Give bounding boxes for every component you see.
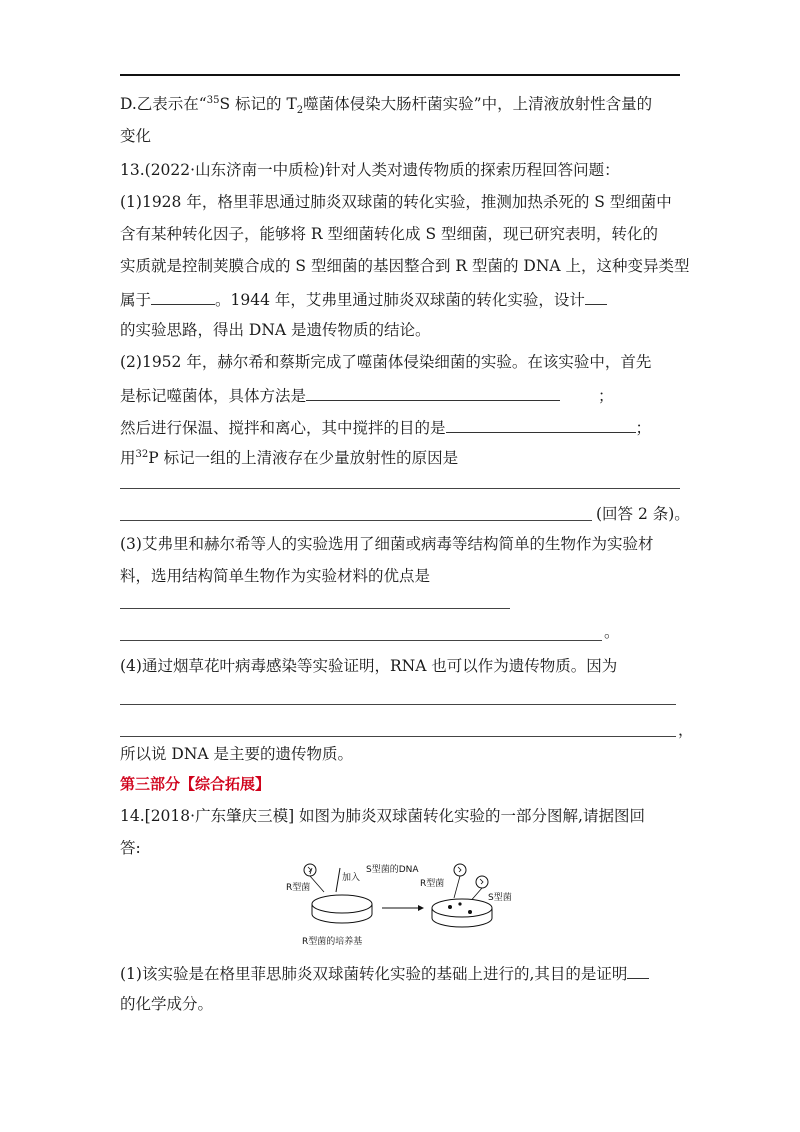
q14-sub1-line1: (1)该实验是在格里菲思肺炎双球菌转化实验的基础上进行的,其目的是证明 <box>120 962 649 984</box>
question-13-title: 13.(2022·山东济南一中质检)针对人类对遗传物质的探索历程回答问题： <box>120 161 620 179</box>
option-d-line-2: 变化 <box>120 127 152 145</box>
q13-part1-line2: 含有某种转化因子，能够将 R 型细菌转化成 S 型细菌，现已研究表明，转化的 <box>120 225 658 243</box>
header-rule <box>120 74 680 76</box>
figure-label: 加入 <box>342 873 361 883</box>
pointer-line <box>310 876 324 892</box>
answer-blank[interactable] <box>446 416 636 433</box>
answer-blank[interactable] <box>627 962 649 979</box>
comma: ， <box>678 721 694 739</box>
s-bacteria-icon <box>480 879 483 884</box>
colony-icon <box>468 910 472 914</box>
answer-line[interactable] <box>120 520 592 521</box>
figure-label: R型菌 <box>420 879 445 889</box>
q13-part2-line1: (2)1952 年，赫尔希和蔡斯完成了噬菌体侵染细菌的实验。在该实验中，首先 <box>120 353 652 371</box>
transformation-diagram <box>284 858 524 950</box>
q13-part3-line2: 料，选用结构简单生物作为实验材料的优点是 <box>120 567 431 585</box>
pipette-icon <box>336 868 340 892</box>
q13-part1-line4: 属于 。1944 年，艾弗里通过肺炎双球菌的转化实验，设计 <box>120 288 607 310</box>
section-3-heading: 第三部分【综合拓展】 <box>120 775 271 793</box>
r-bacteria-icon <box>304 864 316 876</box>
r-bacteria-icon <box>308 867 312 874</box>
r-bacteria-icon <box>454 864 466 876</box>
colony-icon <box>448 905 452 909</box>
q13-part1-line5: 的实验思路，得出 DNA 是遗传物质的结论。 <box>120 321 431 339</box>
answer-blank[interactable] <box>585 288 607 305</box>
r-bacteria-icon <box>458 867 461 872</box>
q13-part2-line4: 用$^{32}$P 标记一组的上清液存在少量放射性的原因是 <box>120 448 459 467</box>
q13-part2-line3: 然后进行保温、搅拌和离心，其中搅拌的目的是 ； <box>120 416 651 438</box>
figure-label: S型菌 <box>488 893 512 903</box>
figure-label: R型菌 <box>286 883 311 893</box>
answer-blank[interactable] <box>306 384 560 401</box>
answer-line[interactable] <box>120 640 602 641</box>
answer-line[interactable] <box>120 488 680 489</box>
question-14-title-2: 答: <box>120 839 141 857</box>
arrow-icon <box>418 905 424 911</box>
q14-sub1-line2: 的化学成分。 <box>120 995 214 1013</box>
colony-icon <box>458 902 461 905</box>
answer-line[interactable] <box>120 736 676 737</box>
q13-part2-note: (回答 2 条)。 <box>596 505 690 523</box>
q13-part3-line1: (3)艾弗里和赫尔希等人的实验选用了细菌或病毒等结构简单的生物作为实验材 <box>120 535 654 553</box>
answer-line[interactable] <box>120 608 510 609</box>
q13-part4-line3: 所以说 DNA 是主要的遗传物质。 <box>120 745 354 763</box>
option-d-line: D.乙表示在“$^{35}$S 标记的 $T_2$噬菌体侵染大肠杆菌实验”中，上清液放射性含量的 <box>120 94 653 117</box>
q13-part1-line1: (1)1928 年，格里菲思通过肺炎双球菌的转化实验，推测加热杀死的 S 型细菌中 <box>120 193 672 211</box>
petri-dish-icon <box>432 899 492 917</box>
q13-part4-line1: (4)通过烟草花叶病毒感染等实验证明，RNA 也可以作为遗传物质。因为 <box>120 657 618 675</box>
figure-label: R型菌的培养基 <box>302 937 363 947</box>
question-14-title: 14.[2018·广东肇庆三模] 如图为肺炎双球菌转化实验的一部分图解,请据图回 <box>120 807 645 825</box>
period: 。 <box>604 623 620 641</box>
figure-label: S型菌的DNA <box>366 865 419 875</box>
q13-part2-line2: 是标记噬菌体，具体方法是 ； <box>120 384 614 406</box>
q13-part1-line3: 实质就是控制荚膜合成的 S 型细菌的基因整合到 R 型菌的 DNA 上，这种变异类型 <box>120 257 690 275</box>
answer-line[interactable] <box>120 704 676 705</box>
pointer-line <box>454 876 460 898</box>
s-bacteria-icon <box>476 876 488 888</box>
answer-blank[interactable] <box>151 288 215 305</box>
petri-dish-icon <box>312 895 372 913</box>
